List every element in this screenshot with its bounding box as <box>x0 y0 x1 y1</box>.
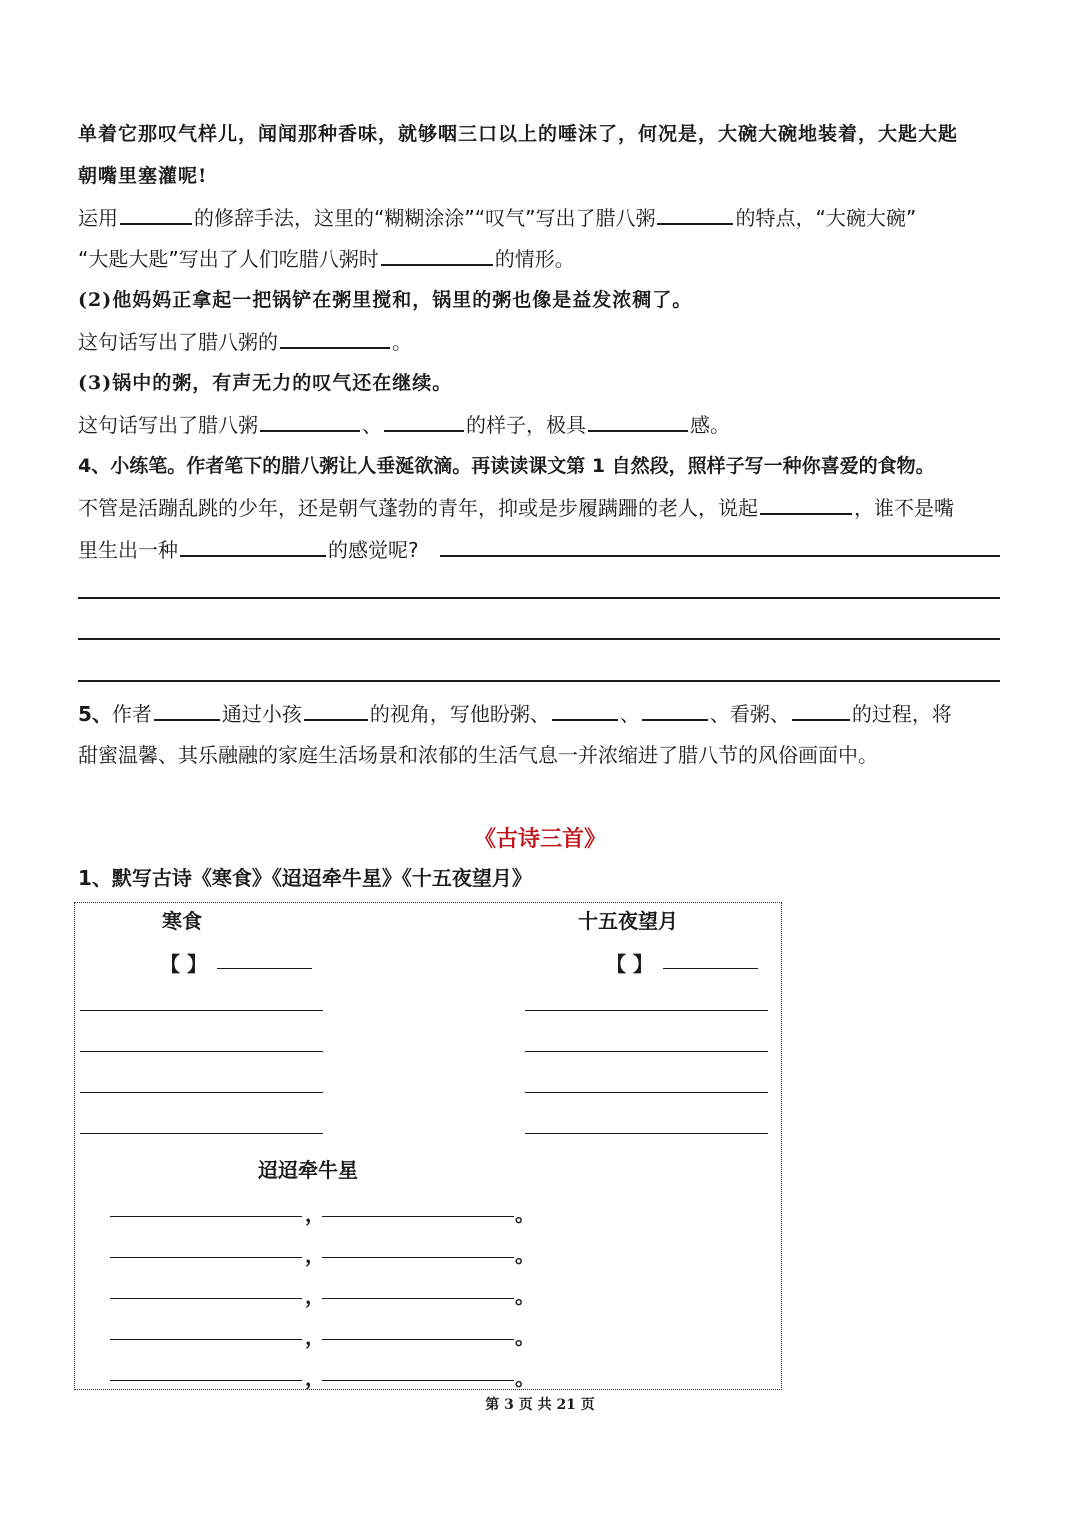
poem-title-tiaotiao: 迢迢牵牛星 <box>258 1158 358 1182</box>
period-mark: 。 <box>515 1243 535 1267</box>
poem-line-tiaotiao[interactable] <box>322 1298 514 1299</box>
writing-line-2[interactable] <box>78 597 1000 599</box>
answer1-text-b: 的修辞手法，这里的“糊糊涂涂”“叹气”写出了腊八粥 <box>194 206 656 230</box>
question3: (3)锅中的粥，有声无力的叹气还在继续。 <box>78 372 453 394</box>
poem-title-shiwuye: 十五夜望月 <box>578 909 678 933</box>
answer3-text-a: 这句话写出了腊八粥 <box>78 413 258 437</box>
answer2-text-a: 这句话写出了腊八粥的 <box>78 330 278 354</box>
q5-number: 5、 <box>78 702 112 726</box>
blank-food[interactable] <box>760 493 852 515</box>
poem-line-hanshi[interactable] <box>80 1133 323 1134</box>
question4-line1 <box>78 493 954 522</box>
author-line-hanshi[interactable] <box>217 968 312 969</box>
comma-mark: ， <box>305 1366 325 1390</box>
answer2-line <box>78 327 412 356</box>
period-mark: 。 <box>515 1284 535 1308</box>
poem-line-hanshi[interactable] <box>80 1010 323 1011</box>
period-mark: 。 <box>515 1366 535 1390</box>
author-line-shiwuye[interactable] <box>663 968 758 969</box>
comma-mark: ， <box>305 1284 325 1308</box>
q5-text-b: 作者 <box>111 702 152 726</box>
writing-line-4[interactable] <box>78 680 1000 682</box>
blank-rhetoric[interactable] <box>120 203 192 225</box>
poem-line-tiaotiao[interactable] <box>110 1216 302 1217</box>
question5-line2: 甜蜜温馨、其乐融融的家庭生活场景和浓郁的生活气息一并浓缩进了腊八节的风俗画面中。 <box>78 743 878 767</box>
q5-text-g: 的过程，将 <box>851 702 952 726</box>
answer2-text-b: 。 <box>392 330 412 354</box>
comma-mark: ， <box>305 1243 325 1267</box>
poem-line-tiaotiao[interactable] <box>322 1216 514 1217</box>
poem-line-tiaotiao[interactable] <box>322 1339 514 1340</box>
poem-line-shiwuye[interactable] <box>525 1092 768 1093</box>
period-mark: 。 <box>515 1325 535 1349</box>
blank-answer3-c[interactable] <box>588 410 688 432</box>
answer3-line <box>78 410 730 439</box>
poem-line-tiaotiao[interactable] <box>322 1380 514 1381</box>
writing-line-1[interactable] <box>440 555 1000 557</box>
blank-feeling[interactable] <box>180 535 326 557</box>
question4-line2 <box>78 535 419 564</box>
period-mark: 。 <box>515 1202 535 1226</box>
q4-text-b: ，谁不是嘴 <box>854 496 954 520</box>
poem-question1: 1、默写古诗《寒食》《迢迢牵牛星》《十五夜望月》 <box>78 866 532 890</box>
writing-line-3[interactable] <box>78 638 1000 640</box>
poem-line-shiwuye[interactable] <box>525 1010 768 1011</box>
q5-text-e: 、 <box>619 702 640 726</box>
author-bracket-hanshi: 【 】 <box>160 952 207 976</box>
quote1-line1: 单着它那叹气样儿，闻闻那种香味，就够咽三口以上的唾沫了，何况是，大碗大碗地装着，大匙大匙 <box>78 123 959 145</box>
blank-step3[interactable] <box>792 699 850 721</box>
blank-scene[interactable] <box>381 244 493 266</box>
blank-answer3-b[interactable] <box>384 410 464 432</box>
poem-line-hanshi[interactable] <box>80 1051 323 1052</box>
answer1-text-c: 的特点，“大碗大碗” <box>735 206 917 230</box>
poem-line-tiaotiao[interactable] <box>110 1380 302 1381</box>
blank-child[interactable] <box>304 699 368 721</box>
answer1-text-a: 运用 <box>78 206 118 230</box>
comma-mark: ， <box>305 1325 325 1349</box>
blank-author[interactable] <box>154 699 220 721</box>
blank-step1[interactable] <box>552 699 618 721</box>
answer3-text-d: 感。 <box>690 413 730 437</box>
poem-line-shiwuye[interactable] <box>525 1133 768 1134</box>
page-footer: 第 3 页 共 21 页 <box>485 1397 595 1413</box>
blank-step2[interactable] <box>642 699 708 721</box>
answer3-text-c: 的样子，极具 <box>466 413 586 437</box>
q5-text-d: 的视角，写他盼粥、 <box>369 702 550 726</box>
q4-text-c: 里生出一种 <box>78 538 178 562</box>
question5-line1 <box>78 699 952 728</box>
blank-answer2[interactable] <box>280 327 390 349</box>
q4-text-a: 不管是活蹦乱跳的少年，还是朝气蓬勃的青年，抑或是步履蹒跚的老人，说起 <box>78 496 758 520</box>
question2: (2)他妈妈正拿起一把锅铲在粥里搅和，锅里的粥也像是益发浓稠了。 <box>78 289 693 311</box>
quote1-line2: 朝嘴里塞灌呢! <box>78 165 208 187</box>
q5-text-f: 、看粥、 <box>709 702 790 726</box>
poem-line-tiaotiao[interactable] <box>110 1339 302 1340</box>
question4: 4、小练笔。作者笔下的腊八粥让人垂涎欲滴。再读读课文第 1 自然段，照样子写一种你喜爱的食物。 <box>78 455 935 477</box>
q4-text-d: 的感觉呢? <box>328 538 419 562</box>
answer3-text-b: 、 <box>362 413 382 437</box>
poem-line-tiaotiao[interactable] <box>110 1298 302 1299</box>
answer1-line2 <box>78 244 575 273</box>
comma-mark: ， <box>305 1202 325 1226</box>
answer1-text-e: 的情形。 <box>494 247 575 271</box>
poem-line-shiwuye[interactable] <box>525 1051 768 1052</box>
q5-text-c: 通过小孩 <box>221 702 302 726</box>
poem-line-tiaotiao[interactable] <box>322 1257 514 1258</box>
author-bracket-shiwuye: 【 】 <box>606 952 653 976</box>
poem-line-hanshi[interactable] <box>80 1092 323 1093</box>
section-title: 《古诗三首》 <box>473 827 606 852</box>
blank-feature[interactable] <box>657 203 733 225</box>
blank-answer3-a[interactable] <box>260 410 360 432</box>
poem-line-tiaotiao[interactable] <box>110 1257 302 1258</box>
answer1-text-d: “大匙大匙”写出了人们吃腊八粥时 <box>78 247 379 271</box>
poem-title-hanshi: 寒食 <box>162 909 202 933</box>
answer1-line1 <box>78 203 916 232</box>
